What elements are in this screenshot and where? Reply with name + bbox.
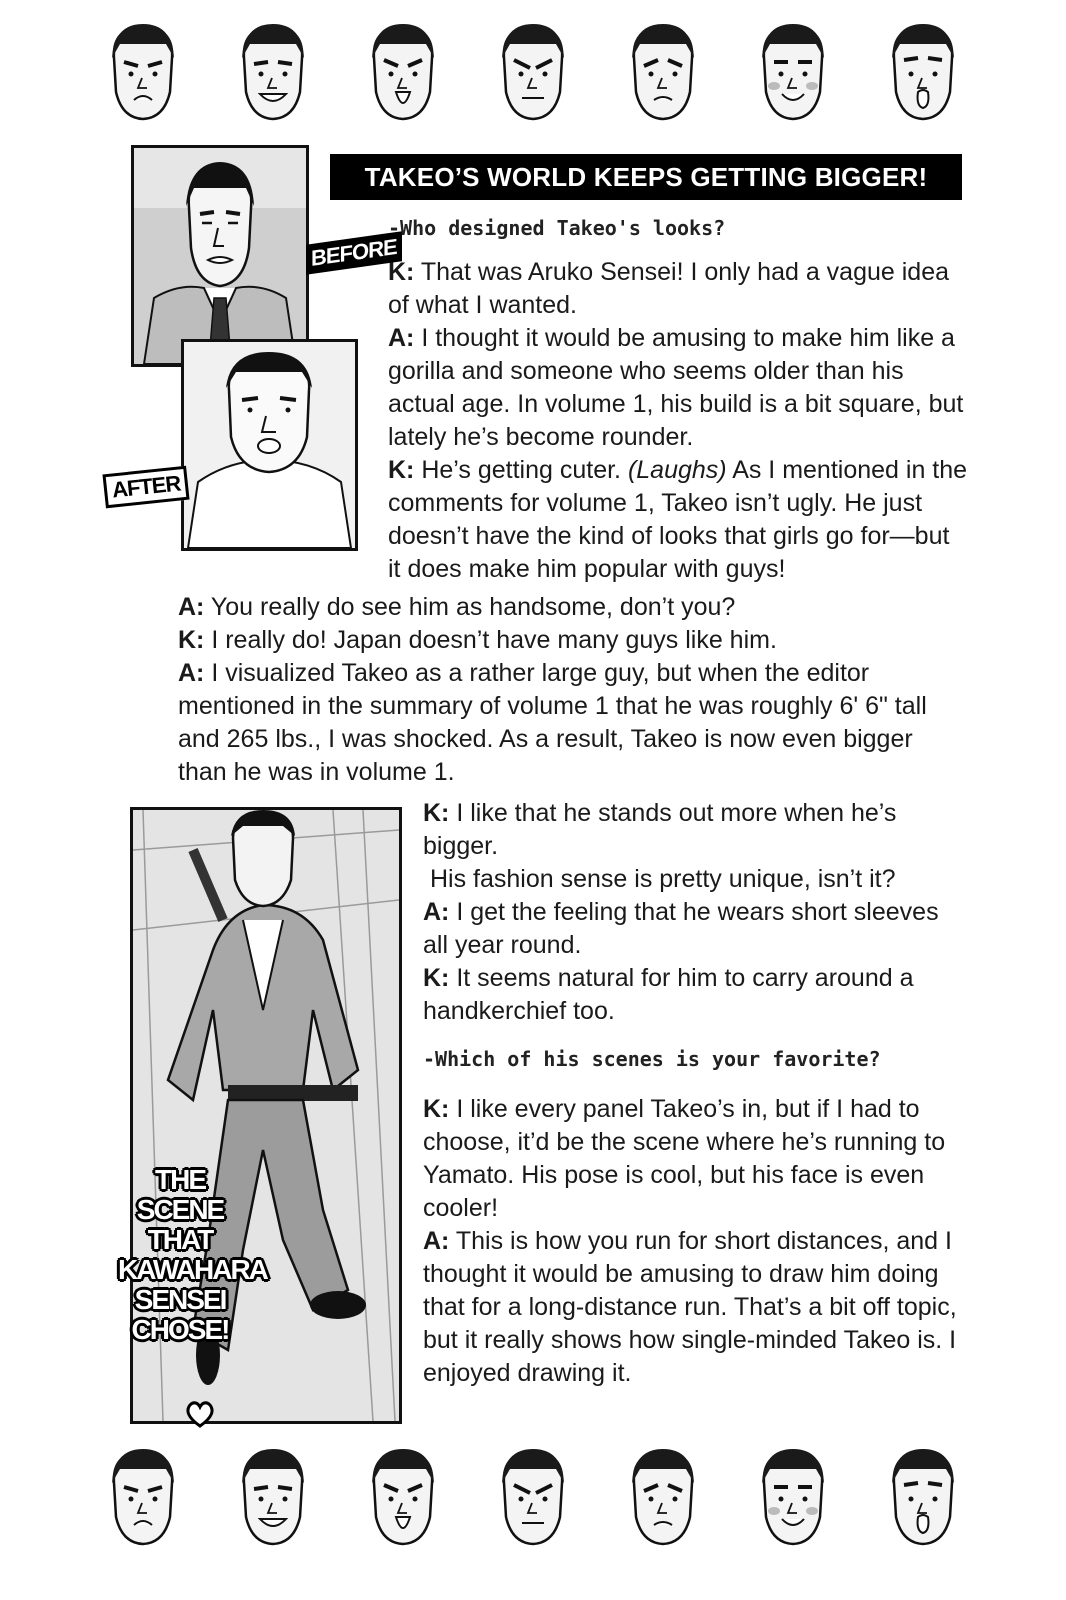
- interview-text: His fashion sense is pretty unique, isn’t it?: [430, 865, 896, 893]
- interview-text: I thought it would be amusing to make him like a gorilla and someone who seems older than his actual age. In volume 1, his build is a bit square, but lately he’s become rounder.: [388, 324, 964, 451]
- speaker-label: K:: [388, 258, 415, 286]
- interview-block-2: [178, 591, 968, 789]
- interview-text: That was Aruko Sensei! I only had a vague idea of what I wanted.: [388, 258, 949, 319]
- interview-block-4: [423, 1093, 963, 1390]
- before-panel: [131, 145, 309, 367]
- interview-text: I visualized Takeo as a rather large guy, but when the editor mentioned in the summary of volume 1 that he was roughly 6' 6" tall and 265 lbs., I was shocked. As a result, Takeo is now even bigger than he was in volume 1.: [178, 659, 927, 786]
- interview-text: He’s getting cuter.: [414, 456, 628, 484]
- interview-line: [423, 863, 963, 896]
- interview-line: [178, 591, 968, 624]
- face-strip-bottom: [100, 1447, 966, 1547]
- section-headline: TAKEO’S WORLD KEEPS GETTING BIGGER!: [330, 154, 962, 200]
- interview-line: [423, 1093, 963, 1225]
- heart-icon: [185, 1400, 215, 1428]
- takeo-before-illustration: [134, 148, 306, 364]
- angry-face-icon: [490, 22, 576, 122]
- caption-line: SENSEI: [134, 1284, 226, 1315]
- after-label: AFTER: [102, 466, 189, 509]
- speaker-label: K:: [178, 626, 205, 654]
- blushing-face-icon: [750, 1447, 836, 1547]
- interview-text: It seems natural for him to carry around a handkerchief too.: [423, 964, 914, 1025]
- smiling-face-icon: [230, 1447, 316, 1547]
- crying-face-icon: [360, 1447, 446, 1547]
- grumpy-face-icon: [100, 1447, 186, 1547]
- interview-text: I like that he stands out more when he’s bigger.: [423, 799, 897, 860]
- interview-line: [423, 896, 963, 962]
- speaker-label: A:: [178, 593, 205, 621]
- smiling-face-icon: [230, 22, 316, 122]
- speaker-label: K:: [423, 964, 450, 992]
- speaker-label: A:: [388, 324, 415, 352]
- interview-line: [423, 1225, 963, 1390]
- worried-face-icon: [620, 22, 706, 122]
- question-favorite-scene: -Which of his scenes is your favorite?: [423, 1047, 881, 1071]
- caption-line: SCENE: [136, 1194, 224, 1225]
- speaker-label: A:: [423, 1227, 450, 1255]
- worried-face-icon: [620, 1447, 706, 1547]
- interview-line: [388, 322, 968, 454]
- angry-face-icon: [490, 1447, 576, 1547]
- caption-line: THAT: [147, 1224, 213, 1255]
- interview-line: [388, 256, 968, 322]
- caption-line: KAWAHARA: [118, 1254, 267, 1285]
- face-strip-top: [100, 22, 966, 122]
- grumpy-face-icon: [100, 22, 186, 122]
- interview-text: I like every panel Takeo’s in, but if I had to choose, it’d be the scene where he’s running to Yamato. His pose is cool, but his face is even cooler!: [423, 1095, 946, 1222]
- speaker-label: K:: [423, 799, 450, 827]
- interview-text: As I mentioned in the comments for volume 1, Takeo isn’t ugly. He just doesn’t have the kind of looks that girls go for—but it does make him popular with guys!: [388, 456, 968, 583]
- blushing-face-icon: [750, 22, 836, 122]
- question-who-designed: -Who designed Takeo's looks?: [388, 216, 726, 240]
- interview-block-3: [423, 797, 963, 1028]
- speaker-label: K:: [388, 456, 415, 484]
- speaker-label: A:: [178, 659, 205, 687]
- interview-text: This is how you run for short distances, and I thought it would be amusing to draw him doing that for a long-distance run. That’s a bit off topic, but it really shows how single-minded Takeo is. I enjoyed drawing it.: [423, 1227, 957, 1387]
- interview-line: [423, 962, 963, 1028]
- speaker-label: A:: [423, 898, 450, 926]
- scene-caption: [118, 1164, 267, 1345]
- interview-line: [178, 657, 968, 789]
- crying-face-icon: [360, 22, 446, 122]
- aside-text: (Laughs): [627, 456, 727, 484]
- caption-line: CHOSE!: [131, 1314, 229, 1345]
- before-label: BEFORE: [306, 231, 402, 274]
- interview-line: [388, 454, 968, 586]
- speaker-label: K:: [423, 1095, 450, 1123]
- interview-text: I get the feeling that he wears short sleeves all year round.: [423, 898, 939, 959]
- interview-line: [178, 624, 968, 657]
- interview-line: [423, 797, 963, 863]
- surprised-face-icon: [880, 1447, 966, 1547]
- takeo-after-illustration: [184, 342, 355, 548]
- interview-text: I really do! Japan doesn’t have many guys like him.: [204, 626, 777, 654]
- interview-block-1: [388, 256, 968, 586]
- surprised-face-icon: [880, 22, 966, 122]
- after-panel: [181, 339, 358, 551]
- interview-text: You really do see him as handsome, don’t you?: [204, 593, 736, 621]
- caption-line: THE: [155, 1164, 205, 1195]
